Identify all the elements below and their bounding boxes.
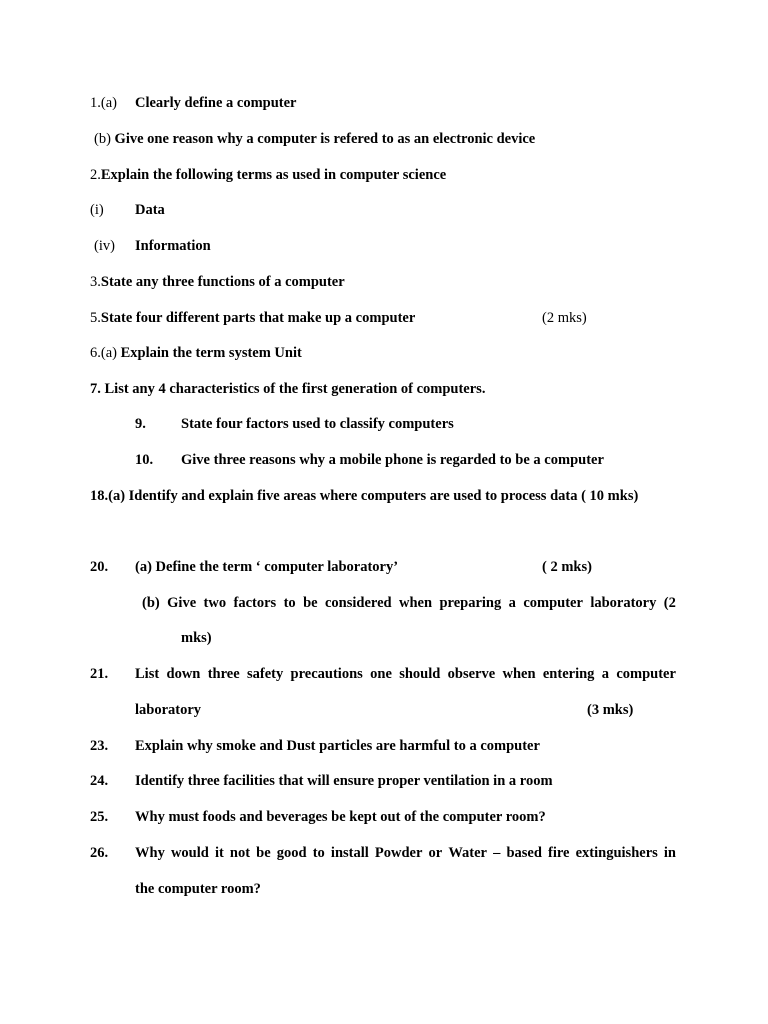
question-text: Explain the following terms as used in computer science	[100, 167, 447, 183]
question-number: 6.(a)	[90, 345, 117, 361]
word: or	[428, 845, 443, 861]
question-number: 2.	[90, 167, 101, 183]
question-number: (b)	[94, 131, 111, 147]
word: good	[276, 845, 307, 861]
question-1b	[94, 130, 535, 148]
question-text: State four different parts that make up a computer	[100, 310, 416, 326]
word: three	[207, 666, 240, 682]
question-1a	[90, 94, 117, 112]
word: when	[502, 666, 536, 682]
word: factors	[233, 595, 277, 611]
question-20b-line-1	[142, 594, 676, 612]
word: fire	[548, 845, 570, 861]
word: precautions	[290, 666, 363, 682]
question-number: 21.	[90, 666, 109, 682]
question-number: 10.	[135, 452, 154, 468]
question-2	[90, 166, 446, 184]
question-number: 26.	[90, 845, 109, 861]
question-text: Give one reason why a computer is refered to as an electronic device	[114, 131, 536, 147]
subquestion-number: (iv)	[94, 238, 115, 254]
question-text: State four factors used to classify computers	[181, 416, 454, 432]
word: when	[399, 595, 433, 611]
question-26-line-2: the computer room?	[135, 881, 261, 897]
word: (2	[663, 595, 676, 611]
word: observe	[447, 666, 496, 682]
word: one	[370, 666, 392, 682]
subquestion-text: Data	[135, 202, 165, 218]
word: not	[229, 845, 251, 861]
word: Why	[135, 845, 165, 861]
word: List	[135, 666, 160, 682]
subquestion-text: Information	[135, 238, 211, 254]
question-26-line-1	[135, 844, 676, 862]
question-text: Why must foods and beverages be kept out of the computer room?	[135, 809, 546, 825]
question-number: 24.	[90, 773, 109, 789]
question-number: 3.	[90, 274, 101, 290]
word: to	[312, 845, 325, 861]
question-21-line-1	[135, 665, 676, 683]
word: extinguishers	[575, 845, 658, 861]
marks-label: (3 mks)	[587, 702, 634, 718]
word: two	[203, 595, 227, 611]
word: –	[493, 845, 501, 861]
question-text: (a) Define the term ‘ computer laboratory’	[135, 559, 399, 575]
question-number: 23.	[90, 738, 109, 754]
word: in	[663, 845, 676, 861]
word: computer	[523, 595, 583, 611]
word: considered	[325, 595, 392, 611]
word: safety	[246, 666, 284, 682]
marks-label: ( 2 mks)	[542, 559, 592, 575]
word: be	[303, 595, 318, 611]
question-number: 9.	[135, 416, 146, 432]
question-text: Explain why smoke and Dust particles are harmful to a computer	[135, 738, 540, 754]
question-number: 25.	[90, 809, 109, 825]
word: a	[508, 595, 516, 611]
question-text: Identify three facilities that will ensure proper ventilation in a room	[135, 773, 553, 789]
word: entering	[542, 666, 595, 682]
question-number: 5.	[90, 310, 101, 326]
question-21-line-2: laboratory	[135, 702, 202, 718]
question-7: 7. List any 4 characteristics of the first generation of computers.	[90, 381, 486, 397]
word: would	[170, 845, 209, 861]
word: computer	[616, 666, 676, 682]
word: Give	[167, 595, 197, 611]
word: should	[399, 666, 441, 682]
word: be	[256, 845, 271, 861]
question-text: Give three reasons why a mobile phone is regarded to be a computer	[181, 452, 604, 468]
word: Water	[448, 845, 487, 861]
word: laboratory	[590, 595, 657, 611]
marks-label: (2 mks)	[542, 310, 587, 326]
word: install	[330, 845, 369, 861]
word: based	[506, 845, 542, 861]
word: preparing	[439, 595, 502, 611]
question-5	[90, 309, 415, 327]
word: down	[166, 666, 201, 682]
word: a	[601, 666, 609, 682]
question-18: 18.(a) Identify and explain five areas where computers are used to process data ( 10 mks)	[90, 488, 639, 504]
question-number: 1.(a)	[90, 95, 117, 111]
question-number: 20.	[90, 559, 109, 575]
word: it	[214, 845, 224, 861]
word: to	[283, 595, 296, 611]
word: (b)	[142, 595, 160, 611]
question-text: Clearly define a computer	[135, 95, 297, 111]
question-6	[90, 344, 302, 362]
question-3	[90, 273, 345, 291]
question-text: State any three functions of a computer	[100, 274, 345, 290]
question-20b-line-2: mks)	[181, 630, 212, 646]
word: Powder	[374, 845, 423, 861]
question-text: Explain the term system Unit	[120, 345, 302, 361]
subquestion-number: (i)	[90, 202, 104, 218]
